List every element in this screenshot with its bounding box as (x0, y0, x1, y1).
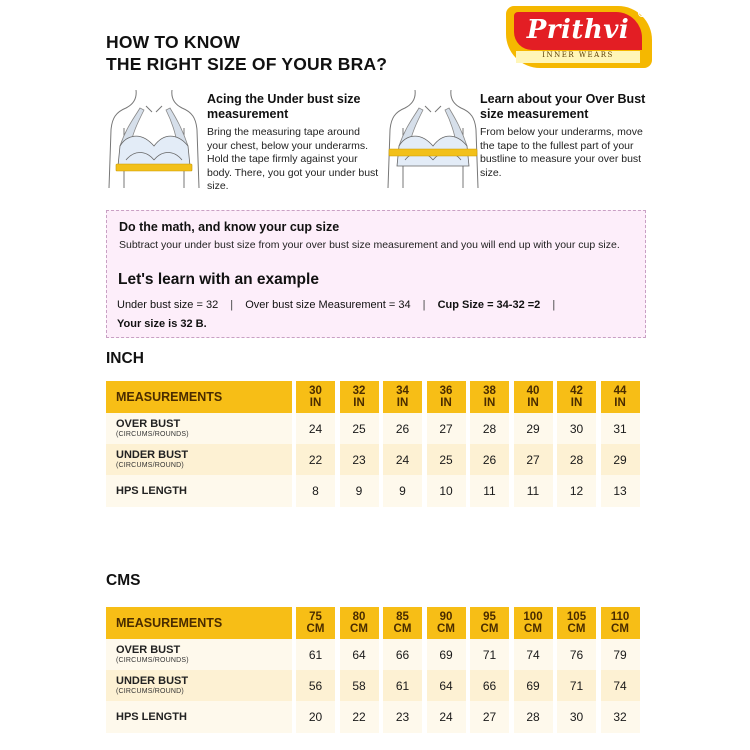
size-value: 32 (352, 385, 366, 397)
table-row (106, 670, 646, 701)
under-bust-tape-illustration (106, 88, 202, 192)
table-cell: 9 (340, 475, 379, 507)
table-cell: 23 (340, 444, 379, 475)
example-heading: Let's learn with an example (118, 271, 319, 288)
title-line-2: THE RIGHT SIZE OF YOUR BRA? (106, 54, 388, 74)
row-label-main: OVER BUST (116, 418, 181, 430)
example-result: Your size is 32 B. (117, 318, 207, 330)
table-header-row (106, 607, 646, 639)
table-cell: 61 (296, 639, 335, 670)
table-cell: 22 (340, 701, 379, 733)
table-row (106, 639, 646, 670)
size-column-header (470, 607, 509, 639)
table-cell: 28 (557, 444, 596, 475)
size-value: 100 (523, 611, 543, 623)
row-label (106, 701, 292, 733)
row-label-main: HPS LENGTH (116, 711, 187, 723)
size-column-header (514, 381, 553, 413)
title-line-1: HOW TO KNOW (106, 32, 241, 52)
separator: | (230, 299, 234, 311)
math-body: Subtract your under bust size from your over bust size measurement and you will end up with your cup size. (119, 239, 620, 251)
inch-section-title: INCH (106, 350, 144, 367)
size-value: 42 (570, 385, 583, 397)
table-cell: 74 (601, 670, 640, 701)
size-value: 85 (396, 611, 409, 623)
table-cell: 11 (514, 475, 553, 507)
table-row (106, 701, 646, 733)
page-title (106, 31, 387, 75)
header-measurements-label: MEASUREMENTS (106, 607, 292, 639)
over-bust-instructions (480, 92, 650, 180)
table-row (106, 475, 646, 507)
size-column-header (427, 381, 466, 413)
row-label-sub: (CIRCUMS/ROUNDS) (116, 657, 189, 664)
table-cell: 12 (557, 475, 596, 507)
brand-name: Prithvi (526, 15, 630, 45)
separator: | (552, 299, 556, 311)
table-cell: 26 (470, 444, 509, 475)
table-cell: 58 (340, 670, 379, 701)
size-column-header (427, 607, 466, 639)
separator: | (422, 299, 426, 311)
row-label (106, 670, 292, 701)
table-cell: 22 (296, 444, 335, 475)
size-column-header (514, 607, 553, 639)
table-cell: 28 (470, 413, 509, 444)
table-cell: 24 (296, 413, 335, 444)
under-bust-body: Bring the measuring tape around your chest, below your underarms. Hold the tape firmly against your body. There, you got your under bust size. (207, 126, 379, 192)
table-cell: 66 (383, 639, 422, 670)
table-cell: 23 (383, 701, 422, 733)
size-unit: CM (306, 623, 325, 635)
table-cell: 69 (514, 670, 553, 701)
table-cell: 9 (383, 475, 422, 507)
table-cell: 29 (514, 413, 553, 444)
size-unit: IN (570, 397, 583, 409)
table-cell: 31 (601, 413, 640, 444)
table-cell: 61 (383, 670, 422, 701)
size-value: 80 (352, 611, 366, 623)
table-cell: 8 (296, 475, 335, 507)
logo-tagline-strip (516, 51, 640, 63)
inch-size-table (106, 381, 646, 507)
table-cell: 25 (427, 444, 466, 475)
row-label-sub: (CIRCUMS/ROUND) (116, 462, 184, 469)
brand-tagline: INNER WEARS (542, 51, 614, 59)
size-unit: IN (309, 397, 322, 409)
size-unit: CM (393, 623, 412, 635)
size-unit: CM (611, 623, 629, 635)
table-cell: 64 (427, 670, 466, 701)
over-bust-heading: Learn about your Over Bust size measurement (480, 92, 646, 121)
row-label-main: UNDER BUST (116, 675, 189, 687)
table-cell: 26 (383, 413, 422, 444)
table-cell: 76 (557, 639, 596, 670)
math-heading: Do the math, and know your cup size (119, 220, 340, 234)
size-value: 38 (483, 385, 496, 397)
under-bust-heading: Acing the Under bust size measurement (207, 92, 361, 121)
size-value: 75 (309, 611, 322, 623)
row-label (106, 444, 292, 475)
size-unit: IN (396, 397, 409, 409)
size-value: 34 (396, 385, 409, 397)
cms-size-table (106, 607, 646, 733)
table-cell: 28 (514, 701, 553, 733)
example-line (117, 299, 564, 311)
table-cell: 56 (296, 670, 335, 701)
table-cell: 11 (470, 475, 509, 507)
size-value: 44 (613, 385, 627, 397)
table-cell: 27 (427, 413, 466, 444)
example-cup-size: Cup Size = 34-32 =2 (437, 299, 541, 311)
size-value: 40 (526, 385, 540, 397)
table-cell: 74 (514, 639, 553, 670)
size-column-header (470, 381, 509, 413)
table-cell: 20 (296, 701, 335, 733)
size-column-header (557, 381, 596, 413)
size-value: 105 (566, 611, 587, 623)
table-cell: 13 (601, 475, 640, 507)
size-unit: CM (437, 623, 455, 635)
size-column-header (296, 607, 335, 639)
table-cell: 24 (383, 444, 422, 475)
table-row (106, 444, 646, 475)
table-cell: 30 (557, 413, 596, 444)
cms-section-title: CMS (106, 572, 141, 589)
size-unit: IN (440, 397, 452, 409)
row-label-main: HPS LENGTH (116, 485, 187, 497)
under-bust-figure-svg (106, 88, 202, 192)
size-unit: IN (353, 397, 365, 409)
size-column-header (340, 607, 379, 639)
row-label-main: UNDER BUST (116, 449, 189, 461)
size-unit: CM (567, 623, 586, 635)
cup-size-math-box (106, 210, 646, 338)
size-unit: IN (527, 397, 539, 409)
table-cell: 64 (340, 639, 379, 670)
over-bust-tape-illustration (385, 88, 481, 192)
table-cell: 29 (601, 444, 640, 475)
under-bust-instructions (207, 92, 382, 194)
example-under-bust: Under bust size = 32 (117, 299, 219, 311)
size-column-header (296, 381, 335, 413)
table-cell: 27 (514, 444, 553, 475)
table-cell: 69 (427, 639, 466, 670)
size-unit: CM (350, 623, 368, 635)
table-cell: 25 (340, 413, 379, 444)
logo-red-panel (514, 12, 642, 50)
size-value: 90 (439, 611, 453, 623)
row-label (106, 475, 292, 507)
size-unit: CM (480, 623, 499, 635)
brand-logo (506, 6, 652, 68)
table-cell: 79 (601, 639, 640, 670)
size-column-header (601, 607, 640, 639)
table-cell: 32 (601, 701, 640, 733)
table-row (106, 413, 646, 444)
example-over-bust: Over bust size Measurement = 34 (245, 299, 411, 311)
table-cell: 10 (427, 475, 466, 507)
size-unit: IN (614, 397, 626, 409)
table-cell: 66 (470, 670, 509, 701)
table-cell: 30 (557, 701, 596, 733)
table-cell: 71 (557, 670, 596, 701)
over-bust-figure-svg (385, 88, 481, 192)
row-label-sub: (CIRCUMS/ROUND) (116, 688, 184, 695)
registered-mark-icon (638, 9, 646, 17)
row-label-sub: (CIRCUMS/ROUNDS) (116, 431, 189, 438)
over-bust-body: From below your underarms, move the tape to the fullest part of your bustline to measure your over bust size. (480, 126, 643, 179)
size-unit: CM (524, 623, 542, 635)
row-label (106, 639, 292, 670)
size-column-header (601, 381, 640, 413)
size-unit: IN (483, 397, 496, 409)
size-value: 110 (610, 611, 630, 623)
size-column-header (383, 381, 422, 413)
table-header-row (106, 381, 646, 413)
table-cell: 71 (470, 639, 509, 670)
size-value: 36 (439, 385, 453, 397)
size-value: 95 (483, 611, 496, 623)
size-value: 30 (309, 385, 322, 397)
size-column-header (340, 381, 379, 413)
size-column-header (383, 607, 422, 639)
table-cell: 27 (470, 701, 509, 733)
row-label-main: OVER BUST (116, 644, 181, 656)
row-label (106, 413, 292, 444)
size-column-header (557, 607, 596, 639)
table-cell: 24 (427, 701, 466, 733)
header-measurements-label: MEASUREMENTS (106, 381, 292, 413)
